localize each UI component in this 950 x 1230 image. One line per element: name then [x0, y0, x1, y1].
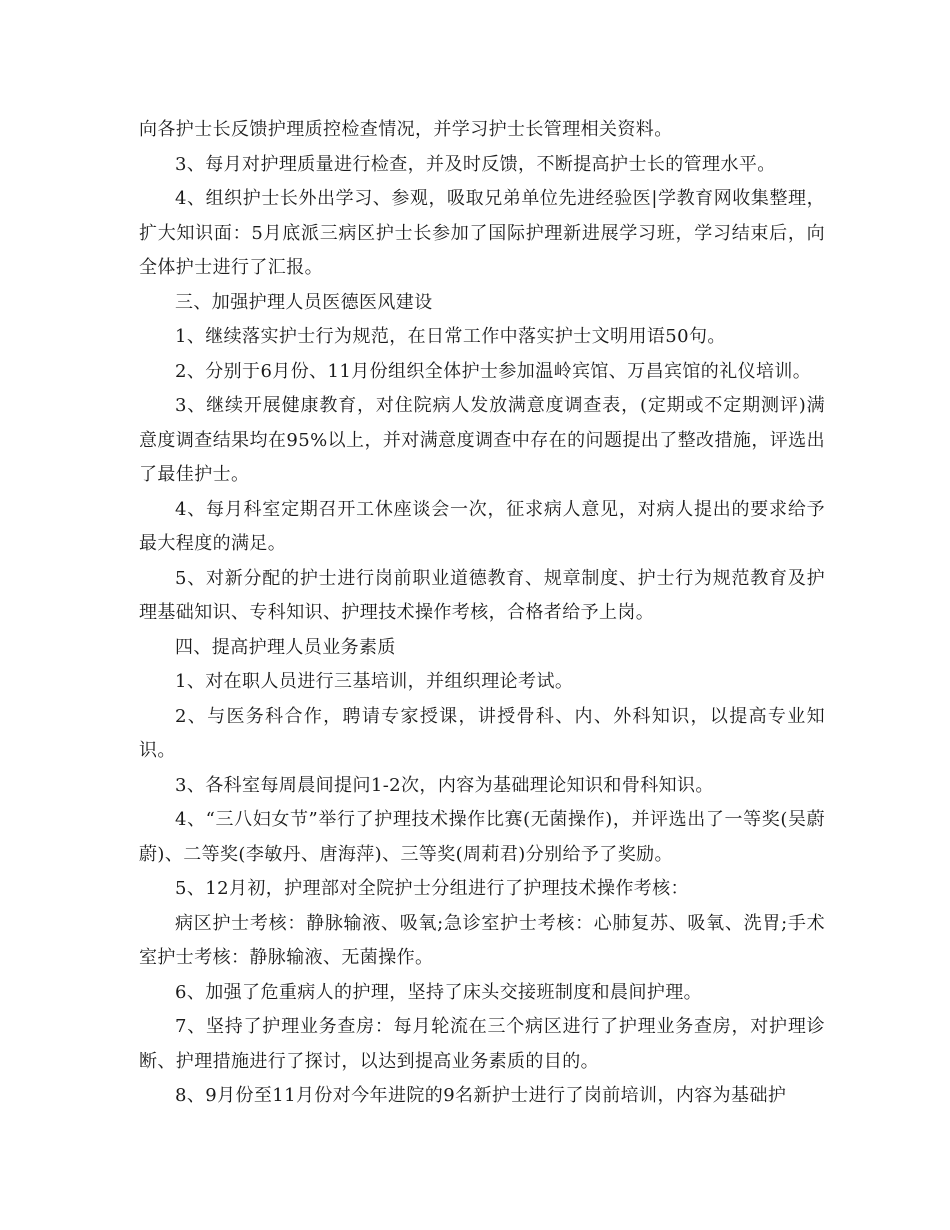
paragraph-18: 7、坚持了护理业务查房：每月轮流在三个病区进行了护理业务查房，对护理诊断、护理措施进行了探讨，以达到提高业务素质的目的。	[139, 1016, 825, 1072]
paragraph-3: 4、组织护士长外出学习、参观，吸取兄弟单位先进经验医|学教育网收集整理，扩大知识面：5月底派三病区护士长参加了国际护理新进展学习班，学习结束后，向全体护士进行了汇报。	[139, 188, 825, 278]
paragraph-19: 8、9月份至11月份对今年进院的9名新护士进行了岗前培训，内容为基础护	[175, 1085, 787, 1106]
paragraph-9: 5、对新分配的护士进行岗前职业道德教育、规章制度、护士行为规范教育及护理基础知识、专科知识、护理技术操作考核，合格者给予上岗。	[139, 567, 825, 623]
paragraph-14: 4、“三八妇女节”举行了护理技术操作比赛(无菌操作)，并评选出了一等奖(吴蔚蔚)、二等奖(李敏丹、唐海萍)、三等奖(周莉君)分别给予了奖励。	[139, 809, 825, 865]
paragraph-13: 3、各科室每周晨间提问1-2次，内容为基础理论知识和骨科知识。	[175, 774, 714, 796]
paragraph-7: 3、继续开展健康教育，对住院病人发放满意度调查表，(定期或不定期测评)满意度调查结果均在95%以上，并对满意度调查中存在的问题提出了整改措施，评选出了最佳护士。	[139, 395, 825, 485]
document-body	[139, 113, 825, 1114]
paragraph-15: 5、12月初，护理部对全院护士分组进行了护理技术操作考核：	[175, 878, 689, 899]
paragraph-12: 2、与医务科合作，聘请专家授课，讲授骨科、内、外科知识，以提高专业知识。	[139, 705, 825, 761]
paragraph-1: 向各护士长反馈护理质控检查情况，并学习护士长管理相关资料。	[139, 119, 673, 140]
paragraph-8: 4、每月科室定期召开工休座谈会一次，征求病人意见，对病人提出的要求给予最大程度的满足。	[139, 498, 825, 554]
paragraph-11: 1、对在职人员进行三基培训，并组织理论考试。	[175, 671, 574, 692]
paragraph-5: 1、继续落实护士行为规范，在日常工作中落实护士文明用语50句。	[175, 326, 726, 347]
paragraph-17: 6、加强了危重病人的护理，坚持了床头交接班制度和晨间护理。	[175, 981, 703, 1003]
paragraph-6: 2、分别于6月份、11月份组织全体护士参加温岭宾馆、万昌宾馆的礼仪培训。	[175, 360, 812, 382]
paragraph-2: 3、每月对护理质量进行检查，并及时反馈，不断提高护士长的管理水平。	[175, 153, 776, 175]
paragraph-16: 病区护士考核：静脉输液、吸氧;急诊室护士考核：心肺复苏、吸氧、洗胃;手术室护士考核：静脉输液、无菌操作。	[139, 912, 825, 968]
section-heading-4: 四、提高护理人员业务素质	[175, 636, 396, 658]
section-heading-3: 三、加强护理人员医德医风建设	[175, 291, 433, 313]
